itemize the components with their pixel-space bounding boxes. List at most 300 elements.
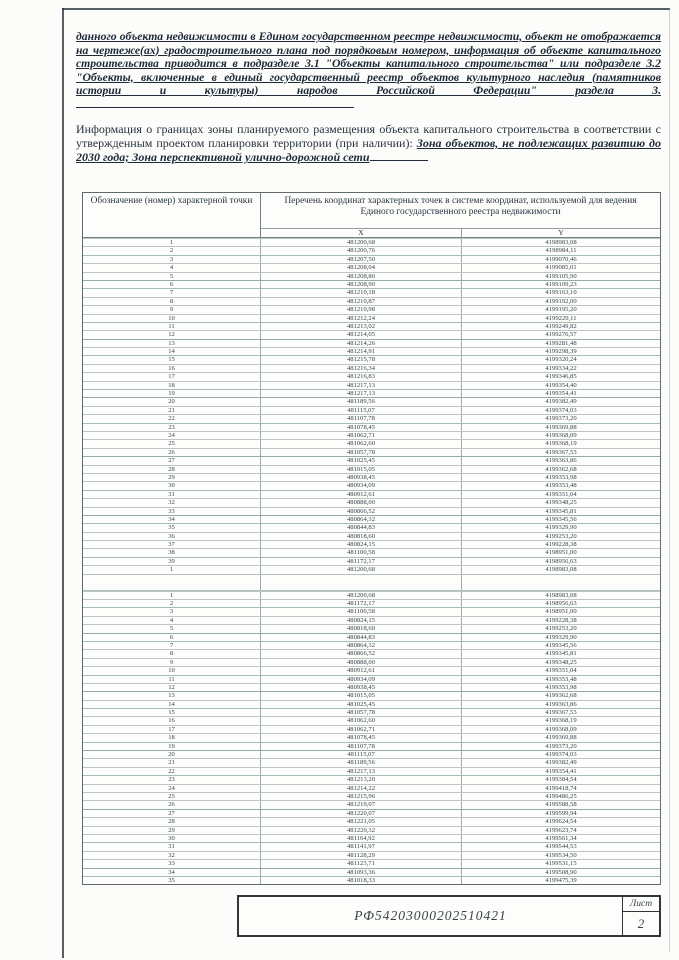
x-coordinate-cell: 481115,07 [261,407,462,414]
table-row [83,683,660,691]
table-row [83,809,660,817]
table-row [83,733,660,741]
x-coordinate-cell: 481200,68 [261,592,462,599]
table-row [83,297,660,305]
point-number-cell: 5 [83,625,261,632]
x-coordinate-cell: 481062,71 [261,432,462,439]
x-coordinate-cell: 481015,05 [261,466,462,473]
x-coordinate-cell: 481189,56 [261,759,462,766]
x-coordinate-cell: 481210,87 [261,298,462,305]
x-coordinate-cell: 481189,56 [261,398,462,405]
empty-cell [462,575,660,590]
point-number-cell: 11 [83,323,261,330]
y-coordinate-cell: 4198983,08 [545,591,577,599]
y-coordinate-cell: 4199534,50 [545,851,577,859]
x-coordinate-cell: 481100,58 [261,549,462,556]
y-coordinate-cell: 4199228,38 [545,616,577,624]
y-coordinate-cell: 4199382,49 [545,759,577,767]
table-row [83,423,660,431]
table-row [83,288,660,296]
table-row [83,322,660,330]
xy-subheader-row [261,228,660,237]
x-coordinate-cell: 481200,68 [261,566,462,573]
point-number-cell: 34 [83,869,261,876]
table-row [83,456,660,464]
x-coordinate-cell: 481025,45 [261,457,462,464]
point-number-cell: 15 [83,709,261,716]
table-row [83,800,660,808]
point-number-cell: 23 [83,424,261,431]
table-row [83,742,660,750]
x-coordinate-cell: 481015,05 [261,692,462,699]
x-coordinate-cell: 481107,78 [261,743,462,750]
point-number-cell: 18 [83,734,261,741]
point-number-cell: 26 [83,801,261,808]
point-number-cell: 31 [83,843,261,850]
point-number-cell: 35 [83,877,261,884]
point-number-cell: 6 [83,281,261,288]
point-number-cell: 4 [83,264,261,271]
point-number-cell: 14 [83,701,261,708]
point-number-cell: 29 [83,827,261,834]
y-coordinate-cell: 4199345,81 [545,507,577,515]
y-coordinate-cell: 4199334,22 [545,364,577,372]
y-coordinate-cell: 4199329,90 [545,633,577,641]
table-row [83,355,660,363]
table-row [83,792,660,800]
table-row [83,280,660,288]
point-number-cell: 24 [83,432,261,439]
table-row [83,515,660,523]
y-coordinate-cell: 4199354,40 [545,381,577,389]
x-coordinate-cell: 481172,17 [261,600,462,607]
point-number-cell: 27 [83,810,261,817]
x-coordinate-cell: 480888,00 [261,659,462,666]
x-coordinate-cell: 481128,29 [261,852,462,859]
point-number-cell: 15 [83,356,261,363]
y-coordinate-cell: 4199373,20 [545,415,577,423]
point-number-cell: 19 [83,743,261,750]
x-coordinate-cell: 481210,98 [261,306,462,313]
point-number-cell: 9 [83,659,261,666]
y-column-header: Y [558,228,564,237]
point-number-cell: 30 [83,482,261,489]
table-row [83,490,660,498]
point-number-cell: 37 [83,541,261,548]
y-coordinate-cell: 4199354,41 [545,767,577,775]
point-number-cell: 12 [83,331,261,338]
x-coordinate-cell: 481018,33 [261,877,462,884]
y-coordinate-cell: 4199362,68 [545,692,577,700]
table-row [83,607,660,615]
table-row [83,263,660,271]
table-row [83,691,660,699]
x-coordinate-cell: 480864,32 [261,516,462,523]
empty-cell [83,575,261,590]
point-number-cell: 10 [83,667,261,674]
x-coordinate-cell: 480866,52 [261,650,462,657]
point-number-cell: 1 [83,566,261,573]
y-coordinate-cell: 4199249,82 [545,322,577,330]
table-row [83,716,660,724]
point-number-cell: 7 [83,289,261,296]
y-coordinate-cell: 4199353,48 [545,482,577,490]
y-coordinate-cell: 4199624,54 [545,818,577,826]
table-row [83,540,660,548]
x-coordinate-cell: 481123,71 [261,860,462,867]
y-coordinate-cell: 4198956,63 [545,557,577,565]
table-row [83,272,660,280]
stamp-doc-number: РФ54203000202510421 [354,908,507,923]
y-coordinate-cell: 4199486,25 [545,793,577,800]
y-coordinate-cell: 4199368,09 [545,431,577,439]
y-coordinate-cell: 4199531,15 [545,860,577,868]
table-row [83,649,660,657]
point-number-cell: 17 [83,726,261,733]
page-frame-left-line [62,8,64,958]
point-number-cell: 38 [83,549,261,556]
y-coordinate-cell: 4199351,04 [545,490,577,498]
table-row [83,364,660,372]
point-number-cell: 36 [83,533,261,540]
x-coordinate-cell: 481212,24 [261,315,462,322]
table-row [83,826,660,834]
table-row [83,591,660,599]
table-row [83,725,660,733]
y-coordinate-cell: 4199374,03 [545,406,577,414]
table-row [83,624,660,632]
point-number-cell: 7 [83,642,261,649]
col-header-coordinates-group [261,193,660,237]
y-coordinate-cell: 4199368,19 [545,717,577,725]
point-number-cell: 30 [83,835,261,842]
y-coordinate-cell: 4199508,90 [545,868,577,876]
table-row [83,347,660,355]
table-body-contour-2 [83,591,660,885]
x-coordinate-cell: 481093,36 [261,869,462,876]
y-coordinate-cell: 4199105,90 [545,272,577,280]
table-row [83,532,660,540]
point-number-cell: 13 [83,340,261,347]
y-coordinate-cell: 4199253,20 [545,625,577,633]
y-coordinate-cell: 4199475,39 [545,876,577,884]
x-coordinate-cell: 481200,76 [261,247,462,254]
x-coordinate-cell: 481210,18 [261,289,462,296]
y-coordinate-cell: 4198983,08 [545,566,577,574]
point-number-cell: 28 [83,466,261,473]
x-coordinate-cell: 481025,45 [261,701,462,708]
point-number-cell: 32 [83,852,261,859]
y-coordinate-cell: 4199276,57 [545,331,577,339]
coordinates-table [82,192,661,885]
x-coordinate-cell: 480864,32 [261,642,462,649]
y-coordinate-cell: 4199623,74 [545,826,577,834]
y-coordinate-cell: 4198984,11 [545,247,577,255]
x-coordinate-cell: 481219,07 [261,801,462,808]
table-row [83,397,660,405]
y-coordinate-cell: 4199369,88 [545,734,577,742]
point-number-cell: 10 [83,315,261,322]
y-coordinate-cell: 4199374,03 [545,751,577,759]
point-number-cell: 16 [83,365,261,372]
table-row [83,633,660,641]
x-coordinate-cell: 480934,09 [261,482,462,489]
table-row [83,859,660,867]
y-coordinate-cell: 4199348,25 [545,499,577,507]
y-coordinate-cell: 4199253,20 [545,532,577,540]
table-row [83,700,660,708]
x-coordinate-cell: 481220,32 [261,827,462,834]
y-coordinate-cell: 4199353,48 [545,675,577,683]
x-column-header: X [261,229,462,237]
y-coordinate-cell: 4198983,08 [545,239,577,246]
point-number-cell: 6 [83,634,261,641]
x-coordinate-cell: 480912,61 [261,667,462,674]
table-row [83,305,660,313]
x-coordinate-cell: 480824,15 [261,541,462,548]
page-frame-right-line [669,8,670,952]
point-number-cell: 8 [83,650,261,657]
table-row [83,507,660,515]
table-row [83,481,660,489]
x-coordinate-cell: 481115,07 [261,751,462,758]
point-number-cell: 1 [83,592,261,599]
x-coordinate-cell: 480866,52 [261,508,462,515]
table-row [83,465,660,473]
x-coordinate-cell: 481213,20 [261,776,462,783]
x-coordinate-cell: 481214,05 [261,331,462,338]
x-coordinate-cell: 481078,45 [261,424,462,431]
stamp-sheet-number: 2 [637,915,645,931]
table-row [83,381,660,389]
y-coordinate-cell: 4199229,11 [545,314,577,322]
x-coordinate-cell: 481214,22 [261,785,462,792]
table-row [83,876,660,884]
y-coordinate-cell: 4199353,98 [545,683,577,691]
table-row [83,548,660,556]
x-coordinate-cell: 480818,60 [261,625,462,632]
y-coordinate-cell: 4199588,58 [545,801,577,809]
y-coordinate-cell: 4199363,86 [545,457,577,465]
x-coordinate-cell: 480938,45 [261,684,462,691]
x-coordinate-cell: 481214,91 [261,348,462,355]
point-number-cell: 21 [83,407,261,414]
x-coordinate-cell: 481216,83 [261,373,462,380]
point-number-cell: 3 [83,608,261,615]
table-row [83,775,660,783]
point-number-cell: 29 [83,474,261,481]
point-number-cell: 3 [83,256,261,263]
table-row [83,255,660,263]
y-coordinate-cell: 4199070,46 [545,255,577,263]
table-row [83,439,660,447]
table-row [83,372,660,380]
title-block [237,895,661,937]
y-coordinate-cell: 4199281,48 [545,339,577,347]
stamp-sheet-label: Лист [623,897,659,912]
y-coordinate-cell: 4199163,10 [545,289,577,297]
point-number-cell: 21 [83,759,261,766]
page-frame-top-line [62,8,670,10]
table-row [83,523,660,531]
y-coordinate-cell: 4199354,41 [545,390,577,398]
table-row [83,834,660,842]
table-row [83,851,660,859]
y-coordinate-cell: 4199353,98 [545,473,577,481]
table-row [83,557,660,565]
table-row [83,414,660,422]
y-coordinate-cell: 4199561,34 [545,834,577,842]
point-number-cell: 39 [83,558,261,565]
x-coordinate-cell: 481164,92 [261,835,462,842]
x-coordinate-cell: 481220,07 [261,810,462,817]
y-coordinate-cell: 4199382,49 [545,398,577,406]
table-row [83,784,660,792]
point-number-cell: 31 [83,491,261,498]
x-coordinate-cell: 480844,83 [261,524,462,531]
table-row [83,868,660,876]
point-number-cell: 35 [83,524,261,531]
y-coordinate-cell: 4199345,81 [545,650,577,658]
point-number-cell: 32 [83,499,261,506]
x-coordinate-cell: 481062,60 [261,717,462,724]
y-coordinate-cell: 4199368,19 [545,440,577,448]
contour-separator-row [83,574,660,591]
point-number-cell: 33 [83,508,261,515]
y-coordinate-cell: 4199544,53 [545,843,577,851]
y-coordinate-cell: 4199599,94 [545,809,577,817]
x-coordinate-cell: 481215,78 [261,356,462,363]
table-row [83,666,660,674]
y-coordinate-cell: 4199368,09 [545,725,577,733]
table-row [83,758,660,766]
point-number-cell: 20 [83,398,261,405]
col-header-coordinates: Перечень координат характерных точек в системе координат, используемой для ведения Единого государственного реестра недвижимости [284,196,637,217]
point-number-cell: 22 [83,768,261,775]
point-number-cell: 33 [83,860,261,867]
y-coordinate-cell: 4199369,88 [545,423,577,431]
intro-paragraph [76,30,661,111]
y-coordinate-cell: 4199109,23 [545,280,577,288]
y-coordinate-cell: 4199384,54 [545,776,577,784]
y-coordinate-cell: 4199195,20 [545,306,577,314]
y-coordinate-cell: 4199298,39 [545,348,577,356]
point-number-cell: 27 [83,457,261,464]
table-row [83,708,660,716]
x-coordinate-cell: 481172,17 [261,558,462,565]
table-row [83,498,660,506]
y-coordinate-cell: 4199363,86 [545,700,577,708]
point-number-cell: 13 [83,692,261,699]
x-coordinate-cell: 481208,90 [261,281,462,288]
zone-info-paragraph [76,122,661,164]
y-coordinate-cell: 4199346,85 [545,373,577,381]
x-coordinate-cell: 481208,04 [261,264,462,271]
y-coordinate-cell: 4199228,38 [545,541,577,549]
x-coordinate-cell: 481217,13 [261,768,462,775]
point-number-cell: 23 [83,776,261,783]
point-number-cell: 4 [83,617,261,624]
x-coordinate-cell: 481078,45 [261,734,462,741]
point-number-cell: 22 [83,415,261,422]
zone-info-lead-text: Информация о границах зоны планируемого размещения объекта капитального строительства в соответствии с утвержденным проектом планировки территории (при наличии): [76,122,661,150]
table-body-contour-1 [83,238,660,574]
x-coordinate-cell: 481057,78 [261,449,462,456]
x-coordinate-cell: 481217,13 [261,390,462,397]
point-number-cell: 14 [83,348,261,355]
x-coordinate-cell: 481062,71 [261,726,462,733]
point-number-cell: 5 [83,273,261,280]
y-coordinate-cell: 4199085,01 [545,264,577,272]
point-number-cell: 8 [83,298,261,305]
y-coordinate-cell: 4199192,00 [545,297,577,305]
point-number-cell: 26 [83,449,261,456]
point-number-cell: 17 [83,373,261,380]
y-coordinate-cell: 4199362,68 [545,465,577,473]
table-row [83,565,660,573]
point-number-cell: 12 [83,684,261,691]
empty-cell [261,575,462,590]
x-coordinate-cell: 481200,68 [261,239,462,246]
intro-paragraph-text: данного объекта недвижимости в Едином государственном реестре недвижимости, объект не отображается на чертеже(ах) градостроительного плана под порядковым номером, информация об объекте капитального строительства приводится в подразделе 3.1 "Объекты капитального строительства" или подразделе 3.2 "Объекты, включенные в единый государственный реестр объектов культурного наследия (памятников истории и культуры) народов Российской Федерации" раздела 3. [76,30,661,97]
x-coordinate-cell: 480912,61 [261,491,462,498]
x-coordinate-cell: 481213,02 [261,323,462,330]
table-row [83,616,660,624]
x-coordinate-cell: 481208,80 [261,273,462,280]
x-coordinate-cell: 480844,83 [261,634,462,641]
col-header-point-number: Обозначение (номер) характерной точки [83,193,261,237]
y-coordinate-cell: 4199329,90 [545,524,577,532]
table-row [83,658,660,666]
zone-names-text: Зона объектов, не подлежащих развитию до 2030 года; Зона перспективной улично-дорожной сети [76,136,662,164]
table-row [83,389,660,397]
y-coordinate-cell: 4199345,56 [545,515,577,523]
y-coordinate-cell: 4199367,53 [545,709,577,717]
x-coordinate-cell: 481107,78 [261,415,462,422]
y-coordinate-cell: 4199345,56 [545,641,577,649]
table-row [83,431,660,439]
point-number-cell: 11 [83,676,261,683]
y-coordinate-cell: 4199373,20 [545,742,577,750]
table-row [83,817,660,825]
point-number-cell: 1 [83,239,261,246]
text-content [76,30,661,164]
x-coordinate-cell: 481207,50 [261,256,462,263]
point-number-cell: 18 [83,382,261,389]
table-row [83,641,660,649]
x-coordinate-cell: 480934,09 [261,676,462,683]
table-row [83,599,660,607]
table-row [83,330,660,338]
table-row [83,406,660,414]
table-row [83,842,660,850]
x-coordinate-cell: 481221,05 [261,818,462,825]
point-number-cell: 2 [83,600,261,607]
x-coordinate-cell: 481141,97 [261,843,462,850]
point-number-cell: 28 [83,818,261,825]
y-coordinate-cell: 4199348,25 [545,658,577,666]
y-coordinate-cell: 4199320,24 [545,356,577,364]
point-number-cell: 16 [83,717,261,724]
table-row [83,767,660,775]
x-coordinate-cell: 480938,45 [261,474,462,481]
point-number-cell: 25 [83,793,261,800]
x-coordinate-cell: 480824,15 [261,617,462,624]
x-coordinate-cell: 481057,78 [261,709,462,716]
point-number-cell: 24 [83,785,261,792]
table-header-row [83,193,660,238]
table-row [83,246,660,254]
